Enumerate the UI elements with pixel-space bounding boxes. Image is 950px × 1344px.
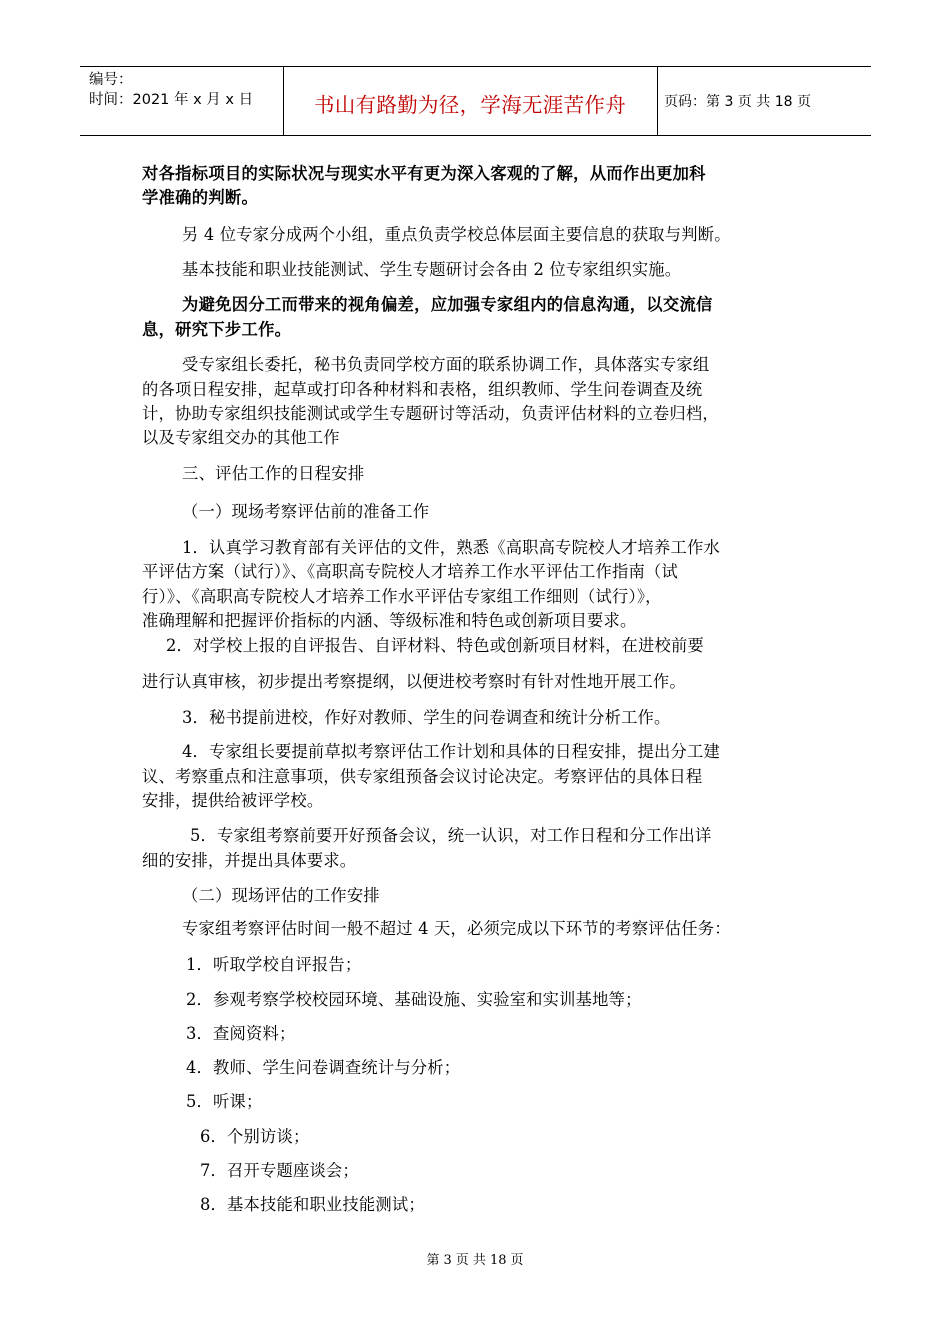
list-item-line: 行）》、《高职高专院校人才培养工作水平评估专家组工作细则（试行）》， bbox=[142, 587, 662, 606]
paragraph-line: 受专家组长委托，秘书负责同学校方面的联系协调工作，具体落实专家组 bbox=[182, 355, 710, 374]
list-item-line: 安排，提供给被评学校。 bbox=[142, 791, 324, 810]
date-label: 时间：2021 年 x 月 x 日 bbox=[89, 92, 254, 108]
paragraph-line: 息，研究下步工作。 bbox=[142, 320, 292, 339]
paragraph-line: 计，协助专家组织技能测试或学生专题研讨等活动，负责评估材料的立卷归档， bbox=[142, 404, 719, 423]
header-meta bbox=[89, 70, 253, 110]
list-item-line: 议、考察重点和注意事项，供专家组预备会议讨论决定。考察评估的具体日程 bbox=[142, 767, 703, 786]
doc-number-label: 编号： bbox=[89, 72, 133, 88]
footer-total-pages: 18 bbox=[489, 1253, 507, 1268]
list-item-line: 4．专家组长要提前草拟考察评估工作计划和具体的日程安排，提出分工建 bbox=[182, 742, 720, 761]
header-page-info: 页码：第 3 页 共 18 页 bbox=[664, 94, 811, 110]
list-item: 1．听取学校自评报告； bbox=[186, 955, 362, 974]
page-footer bbox=[0, 1249, 950, 1268]
header-motto: 书山有路勤为径，学海无涯苦作舟 bbox=[314, 93, 626, 117]
subsection-heading: （一）现场考察评估前的准备工作 bbox=[182, 502, 430, 521]
paragraph-line: 为避免因分工而带来的视角偏差，应加强专家组内的信息沟通，以交流信 bbox=[182, 295, 713, 314]
paragraph-line: 的各项日程安排，起草或打印各种材料和表格，组织教师、学生问卷调查及统 bbox=[142, 380, 703, 399]
footer-suffix: 页 bbox=[510, 1253, 524, 1268]
list-item-line: 准确理解和把握评价指标的内涵、等级标准和特色或创新项目要求。 bbox=[142, 611, 637, 630]
list-item: 2．参观考察学校校园环境、基础设施、实验室和实训基地等； bbox=[186, 990, 642, 1009]
list-item: 5．听课； bbox=[186, 1092, 263, 1111]
footer-prefix: 第 bbox=[426, 1253, 440, 1268]
subsection-heading: （二）现场评估的工作安排 bbox=[182, 886, 380, 905]
list-item: 7．召开专题座谈会； bbox=[200, 1161, 359, 1180]
list-item-line: 5．专家组考察前要开好预备会议，统一认识，对工作日程和分工作出详 bbox=[190, 826, 712, 845]
list-item: 3．查阅资料； bbox=[186, 1024, 296, 1043]
header-divider-right bbox=[657, 66, 658, 135]
list-item-line: 平评估方案（试行）》、《高职高专院校人才培养工作水平评估工作指南（试 bbox=[142, 562, 678, 581]
paragraph-line: 学准确的判断。 bbox=[142, 188, 259, 207]
footer-mid: 页 共 bbox=[455, 1253, 486, 1268]
list-item: 6．个别访谈； bbox=[200, 1127, 310, 1146]
footer-page-number: 3 bbox=[443, 1253, 452, 1268]
header-top-rule bbox=[80, 66, 871, 67]
list-item-line: 2．对学校上报的自评报告、自评材料、特色或创新项目材料，在进校前要 bbox=[166, 636, 704, 655]
list-item-line: 1．认真学习教育部有关评估的文件，熟悉《高职高专院校人才培养工作水 bbox=[182, 538, 720, 557]
list-item: 4．教师、学生问卷调查统计与分析； bbox=[186, 1058, 461, 1077]
header-bottom-rule bbox=[80, 135, 871, 136]
section-heading: 三、评估工作的日程安排 bbox=[182, 464, 365, 483]
list-item-line: 3．秘书提前进校，作好对教师、学生的问卷调查和统计分析工作。 bbox=[182, 708, 671, 727]
paragraph-line: 以及专家组交办的其他工作 bbox=[142, 428, 340, 447]
paragraph-line: 对各指标项目的实际状况与现实水平有更为深入客观的了解，从而作出更加科 bbox=[142, 164, 706, 183]
list-item-line: 细的安排，并提出具体要求。 bbox=[142, 851, 357, 870]
list-item: 8．基本技能和职业技能测试； bbox=[200, 1195, 425, 1214]
list-item-line: 进行认真审核，初步提出考察提纲，以便进校考察时有针对性地开展工作。 bbox=[142, 672, 686, 691]
paragraph-line: 基本技能和职业技能测试、学生专题研讨会各由 2 位专家组织实施。 bbox=[182, 260, 682, 279]
paragraph-line: 另 4 位专家分成两个小组，重点负责学校总体层面主要信息的获取与判断。 bbox=[182, 225, 731, 244]
paragraph-line: 专家组考察评估时间一般不超过 4 天，必须完成以下环节的考察评估任务： bbox=[182, 919, 731, 938]
